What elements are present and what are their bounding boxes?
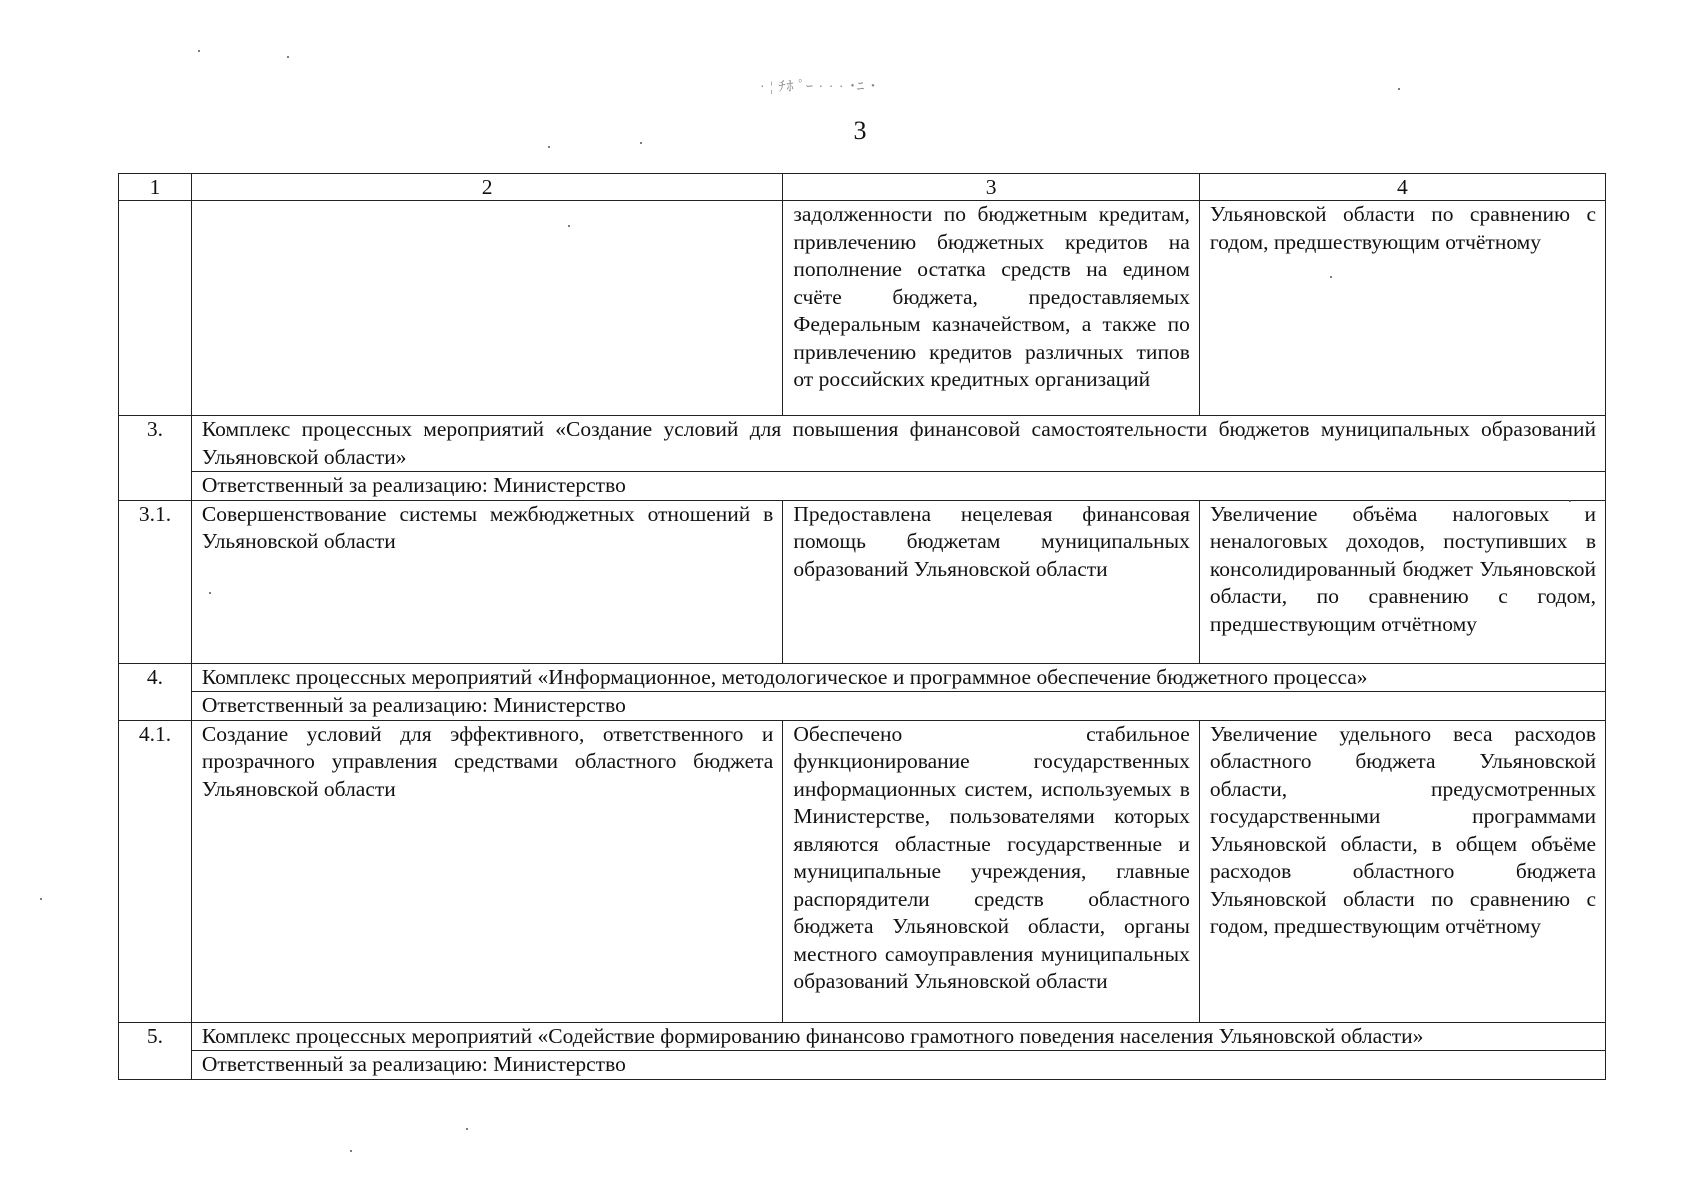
section-number: 3. — [119, 416, 192, 501]
row-number — [119, 201, 192, 416]
row-col2: Создание условий для эффективного, ответственного и прозрачного управления средствами областного бюджета Ульяновской области — [191, 720, 782, 1022]
section-number: 5. — [119, 1022, 192, 1079]
section-row — [119, 1022, 1606, 1051]
header-cell-4: 4 — [1199, 174, 1605, 201]
scan-speck — [209, 592, 211, 594]
scan-speck — [1330, 276, 1332, 278]
section-title: Комплекс процессных мероприятий «Содействие формированию финансово грамотного поведения населения Ульяновской области» — [191, 1022, 1605, 1051]
scan-speck — [350, 1150, 352, 1152]
row-col3: Предоставлена нецелевая финансовая помощь бюджетам муниципальных образований Ульяновской области — [783, 500, 1200, 663]
scan-speck — [640, 142, 642, 144]
table-header-row — [119, 174, 1606, 201]
row-col4: Увеличение удельного веса расходов областного бюджета Ульяновской области, предусмотренных государственными программами Ульяновской области, в общем объёме расходов областного бюджета Ульяновской области по сравнению с годом, предшествующим отчётному — [1199, 720, 1605, 1022]
section-row — [119, 416, 1606, 472]
scan-speck — [1398, 88, 1400, 90]
section-responsible: Ответственный за реализацию: Министерство — [191, 1051, 1605, 1080]
scan-speck — [198, 50, 200, 52]
header-cell-2: 2 — [191, 174, 782, 201]
section-responsible: Ответственный за реализацию: Министерство — [191, 472, 1605, 501]
section-responsible: Ответственный за реализацию: Министерство — [191, 692, 1605, 721]
section-title: Комплекс процессных мероприятий «Информационное, методологическое и программное обеспечение бюджетного процесса» — [191, 663, 1605, 692]
section-number: 4. — [119, 663, 192, 720]
section-row — [119, 663, 1606, 692]
scan-speck — [466, 1128, 468, 1130]
scan-speck — [548, 146, 550, 148]
scan-speck — [287, 56, 289, 58]
scan-speck — [40, 898, 42, 900]
responsible-row — [119, 1051, 1606, 1080]
scan-speck — [568, 225, 570, 227]
header-cell-1: 1 — [119, 174, 192, 201]
responsible-row — [119, 472, 1606, 501]
section-title: Комплекс процессных мероприятий «Создание условий для повышения финансовой самостоятельности бюджетов муниципальных образований Ульяновской области» — [191, 416, 1605, 472]
row-col4: Ульяновской области по сравнению с годом, предшествующим отчётному — [1199, 201, 1605, 416]
row-col4: Увеличение объёма налоговых и неналоговых доходов, поступивших в консолидированный бюджет Ульяновской области, по сравнению с годом, предшествующим отчётному — [1199, 500, 1605, 663]
responsible-row — [119, 692, 1606, 721]
row-col3: Обеспечено стабильное функционирование государственных информационных систем, используемых в Министерстве, пользователями которых являются областные государственные и муниципальные учреждения, главные распорядители средств областного бюджета Ульяновской области, органы местного самоуправления муниципальных образований Ульяновской области — [783, 720, 1200, 1022]
row-col2 — [191, 201, 782, 416]
measures-table — [118, 173, 1606, 1080]
page-number: 3 — [853, 116, 867, 145]
table-row — [119, 720, 1606, 1022]
row-number: 3.1. — [119, 500, 192, 663]
row-col3: задолженности по бюджетным кредитам, привлечению бюджетных кредитов на пополнение остатка средств на едином счёте бюджета, предоставляемых Федеральным казначейством, а также по привлечению кредитов различных типов от российских кредитных организаций — [783, 201, 1200, 416]
row-col2: Совершенствование системы межбюджетных отношений в Ульяновской области — [191, 500, 782, 663]
header-cell-3: 3 — [783, 174, 1200, 201]
row-number: 4.1. — [119, 720, 192, 1022]
table-row — [119, 201, 1606, 416]
table-row — [119, 500, 1606, 663]
scan-speck — [1569, 500, 1571, 502]
scan-artifact-header: · ¦ ﾁﾎ ﾟｰ · · · ･ﾆ ･ — [760, 80, 878, 95]
